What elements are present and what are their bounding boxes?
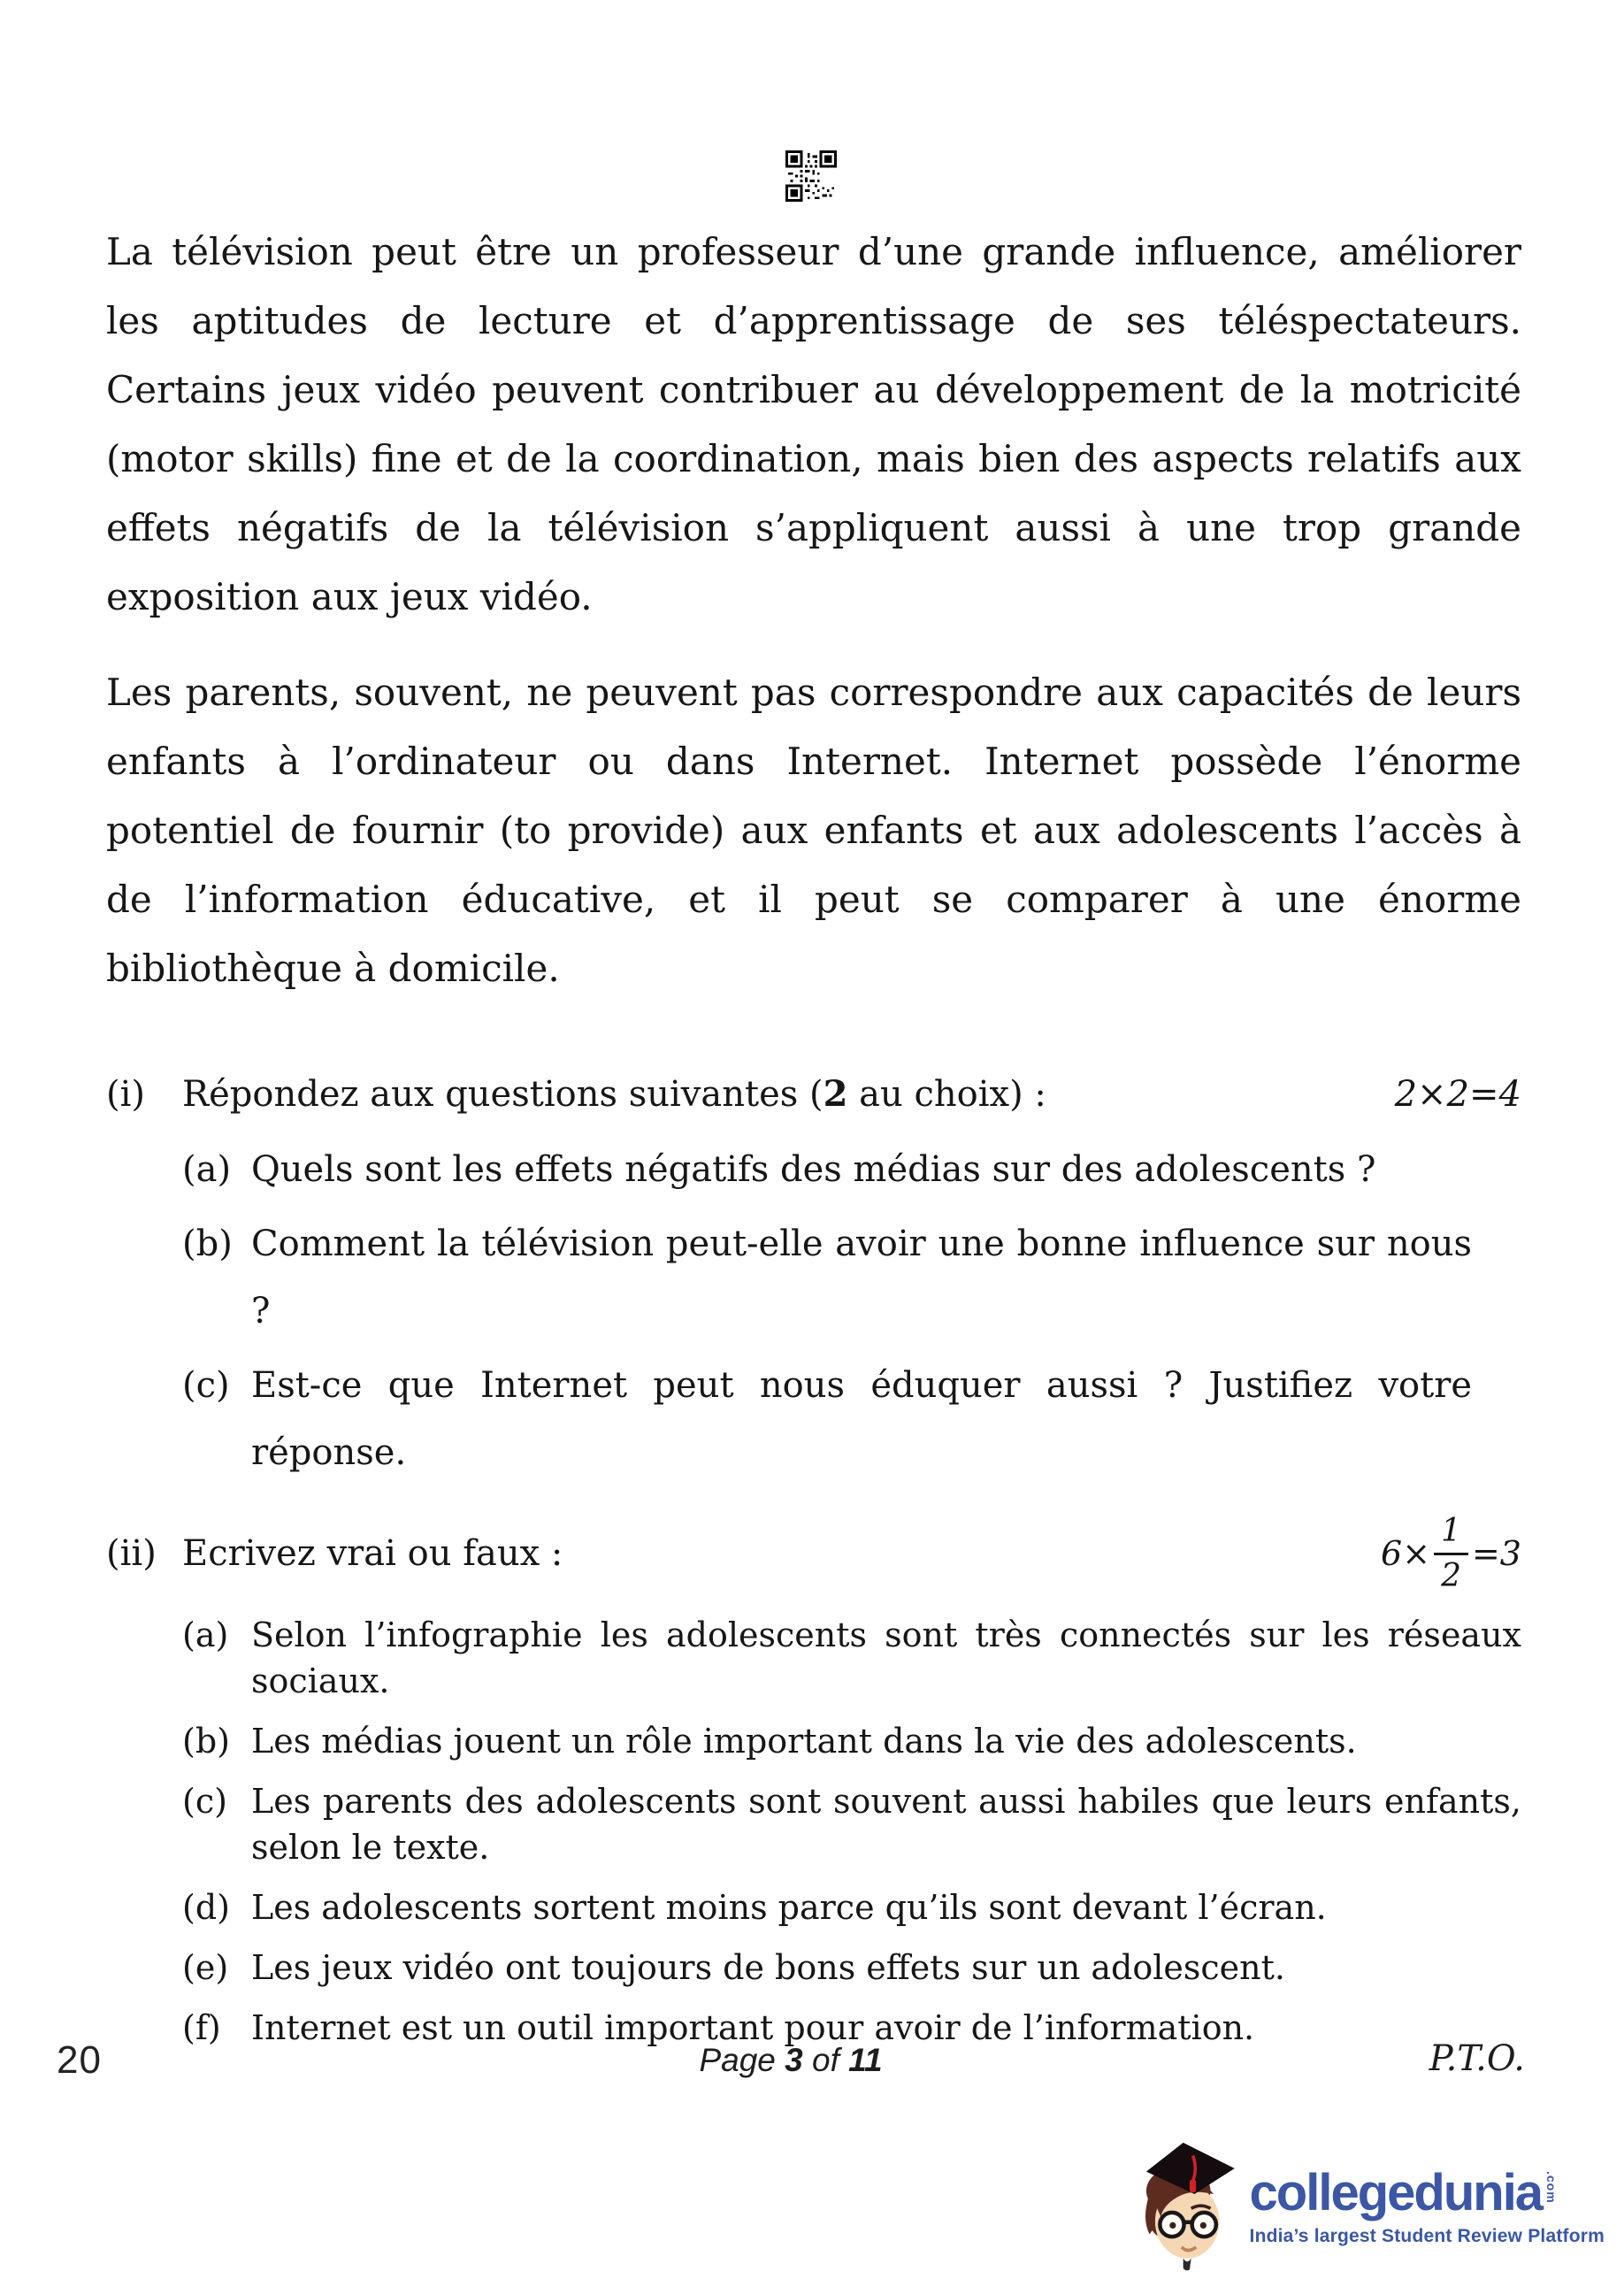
question-i-choice-count: 2 bbox=[823, 1073, 848, 1115]
question-i-sub-a bbox=[182, 1136, 1521, 1203]
sub-text: Internet est un outil important pour avoir de l’information. bbox=[251, 2008, 1255, 2047]
sub-label: (e) bbox=[182, 1948, 229, 1987]
sub-label: (b) bbox=[182, 1224, 233, 1264]
page-indicator bbox=[699, 2042, 882, 2079]
sub-text: Selon l’infographie les adolescents sont très connectés sur les réseaux sociaux. bbox=[251, 1615, 1521, 1700]
mascot-icon bbox=[1137, 2137, 1241, 2277]
of-word: of bbox=[812, 2042, 839, 2078]
question-ii-sub-b bbox=[182, 1718, 1521, 1764]
question-i-sub-b bbox=[182, 1210, 1521, 1345]
question-i-label: (i) bbox=[106, 1074, 146, 1115]
passage-paragraph-2: Les parents, souvent, ne peuvent pas correspondre aux capacités de leurs enfants à l’ordinateur ou dans Internet. Internet possède l’énorme potentiel de fournir (to provide) aux enfants et aux adolescents l’accès à de l’information éducative, et il peut se comparer à une énorme bibliothèque à domicile. bbox=[106, 671, 1521, 990]
sub-text: Les parents des adolescents sont souvent aussi habiles que leurs enfants, selon le texte. bbox=[251, 1782, 1521, 1867]
question-i-text bbox=[182, 1060, 1395, 1129]
question-i-text-pre: Répondez aux questions suivantes ( bbox=[182, 1074, 823, 1115]
collegedunia-logo bbox=[1137, 2137, 1605, 2277]
marks-prefix: 6× bbox=[1381, 1534, 1431, 1573]
fraction-denominator: 2 bbox=[1441, 1557, 1461, 1594]
sub-label: (c) bbox=[182, 1365, 230, 1406]
sub-label: (b) bbox=[182, 1722, 230, 1761]
page-number: 3 bbox=[785, 2042, 803, 2078]
question-i bbox=[106, 1060, 1521, 1486]
sub-label: (c) bbox=[182, 1782, 227, 1821]
question-ii-sub-c bbox=[182, 1778, 1521, 1870]
page-word: Page bbox=[699, 2042, 776, 2078]
question-i-heading bbox=[106, 1060, 1521, 1129]
sub-label: (d) bbox=[182, 1888, 230, 1927]
page-total: 11 bbox=[848, 2042, 883, 2078]
pto-label: P.T.O. bbox=[1429, 2038, 1525, 2079]
sub-text: Les adolescents sortent moins parce qu’ils sont devant l’écran. bbox=[251, 1888, 1327, 1927]
question-paper-number: 20 bbox=[57, 2038, 102, 2082]
question-i-marks: 2×2=4 bbox=[1394, 1074, 1521, 1115]
question-ii bbox=[106, 1509, 1521, 2051]
brand-row bbox=[1249, 2164, 1605, 2221]
question-i-text-post: au choix) : bbox=[847, 1074, 1046, 1115]
brand-name: collegedunia bbox=[1249, 2164, 1543, 2221]
passage-paragraph-1: La télévision peut être un professeur d’une grande influence, améliorer les aptitudes de lecture et d’apprentissage de ses téléspectateurs. Certains jeux vidéo peuvent contribuer au développement de la motricité (motor skills) fine et de la coordination, mais bien des aspects relatifs aux effets négatifs de la télévision s’appliquent aussi à une trop grande exposition aux jeux vidéo. bbox=[106, 230, 1521, 618]
qr-code-icon bbox=[785, 150, 837, 202]
sub-label: (a) bbox=[182, 1149, 232, 1190]
fraction-numerator: 1 bbox=[1434, 1512, 1468, 1555]
marks-fraction bbox=[1434, 1512, 1468, 1596]
qr-code-graphic bbox=[785, 150, 837, 202]
question-ii-sub-e bbox=[182, 1945, 1521, 1991]
questions-section bbox=[106, 1060, 1521, 2051]
sub-text: Quels sont les effets négatifs des médias sur des adolescents ? bbox=[251, 1149, 1376, 1190]
sub-label: (f) bbox=[182, 2008, 221, 2047]
question-ii-marks bbox=[1381, 1512, 1521, 1596]
sub-text: Comment la télévision peut-elle avoir une bonne influence sur nous ? bbox=[251, 1224, 1472, 1331]
sub-text: Est-ce que Internet peut nous éduquer aussi ? Justifiez votre réponse. bbox=[251, 1365, 1472, 1473]
marks-suffix: =3 bbox=[1471, 1534, 1521, 1573]
question-ii-label: (ii) bbox=[106, 1533, 157, 1574]
sub-text: Les médias jouent un rôle important dans la vie des adolescents. bbox=[251, 1722, 1357, 1761]
sub-text: Les jeux vidéo ont toujours de bons effets sur un adolescent. bbox=[251, 1948, 1285, 1987]
brand-tld: .com bbox=[1544, 2171, 1559, 2204]
question-i-sub-c bbox=[182, 1352, 1521, 1486]
question-ii-text: Ecrivez vrai ou faux : bbox=[182, 1533, 563, 1574]
question-ii-sub-a bbox=[182, 1612, 1521, 1704]
page-content bbox=[106, 218, 1521, 2051]
question-ii-heading bbox=[106, 1509, 1521, 1598]
question-ii-sub-d bbox=[182, 1884, 1521, 1930]
brand-tagline: India’s largest Student Review Platform bbox=[1249, 2226, 1605, 2246]
page-footer bbox=[57, 2035, 1525, 2088]
logo-text bbox=[1249, 2164, 1605, 2247]
sub-label: (a) bbox=[182, 1615, 229, 1654]
